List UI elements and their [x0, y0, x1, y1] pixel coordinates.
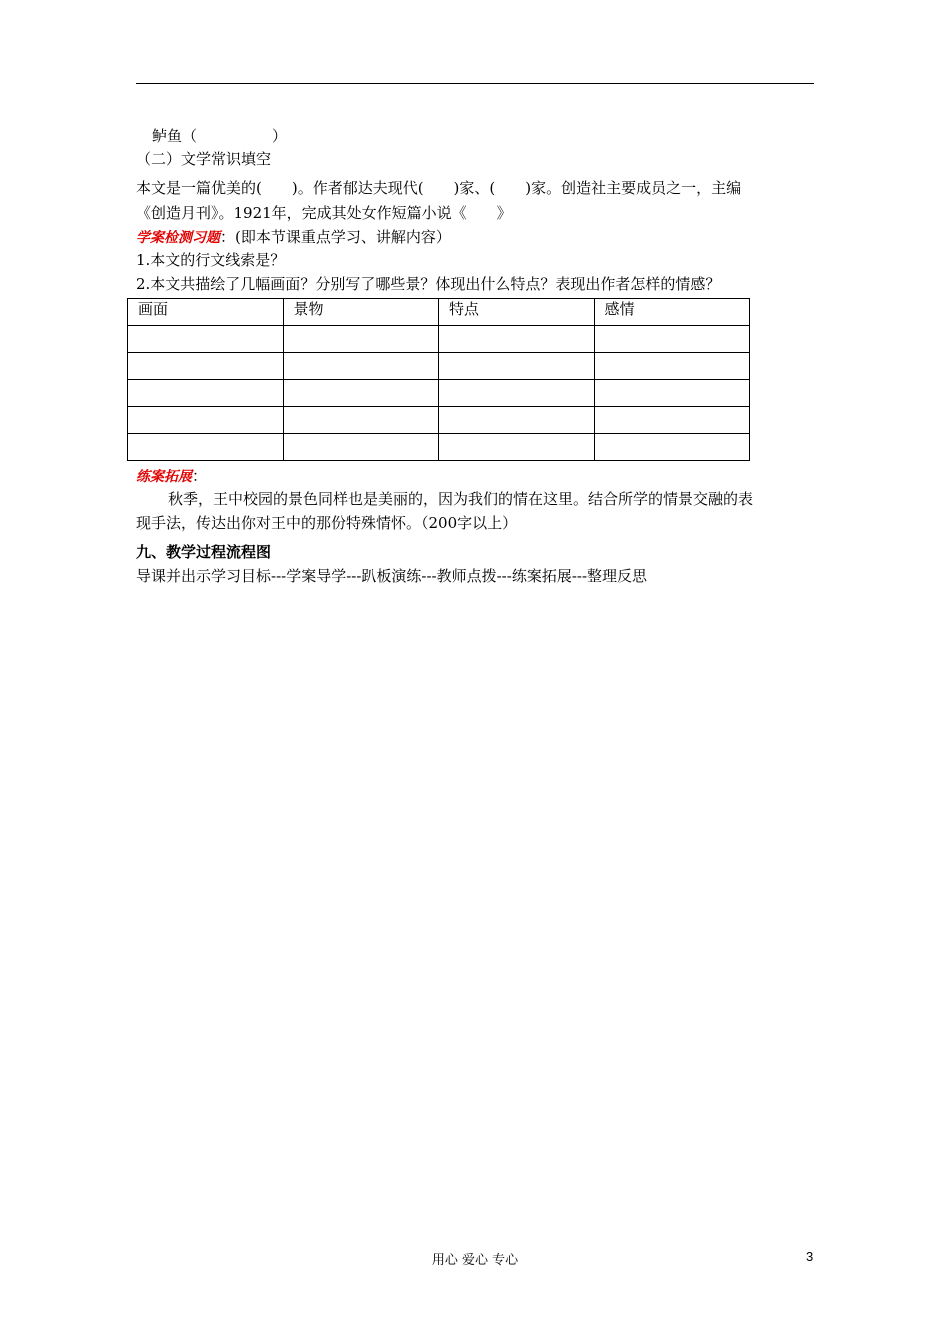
table-row	[128, 326, 750, 353]
practice-colon: ：	[192, 467, 208, 485]
fill-blank-line-2: 《创造月刊》。1921年，完成其处女作短篇小说《 》	[136, 204, 512, 222]
table-cell[interactable]	[594, 380, 750, 407]
practice-paragraph-line-2: 现手法，传达出你对王中的那份特殊情怀。（200字以上）	[136, 514, 518, 532]
table-cell[interactable]	[128, 434, 284, 461]
fish-fill-line: 鲈鱼（ ）	[152, 127, 288, 145]
exercise-note: ：(即本节课重点学习、讲解内容）	[220, 228, 451, 246]
table-cell[interactable]	[439, 434, 595, 461]
table-cell[interactable]	[594, 434, 750, 461]
table-cell[interactable]	[594, 407, 750, 434]
practice-title: 练案拓展	[136, 469, 192, 485]
table-cell[interactable]	[283, 380, 439, 407]
table-cell[interactable]	[283, 434, 439, 461]
table-cell[interactable]	[594, 353, 750, 380]
table-cell[interactable]	[439, 326, 595, 353]
page-number: 3	[806, 1249, 814, 1264]
table-cell[interactable]	[439, 407, 595, 434]
table-cell[interactable]	[283, 353, 439, 380]
table-cell[interactable]	[128, 326, 284, 353]
scene-table	[127, 298, 750, 461]
question-1: 1.本文的行文线索是？	[136, 251, 286, 269]
literature-heading: （二）文学常识填空	[136, 150, 272, 168]
practice-paragraph-line-1: 秋季，王中校园的景色同样也是美丽的，因为我们的情在这里。结合所学的情景交融的表	[168, 490, 754, 508]
table-cell[interactable]	[128, 380, 284, 407]
exercise-heading	[136, 228, 451, 247]
table-cell[interactable]	[128, 407, 284, 434]
table-row	[128, 434, 750, 461]
table-header-cell: 特点	[439, 299, 595, 326]
table-header-row	[128, 299, 750, 326]
table-cell[interactable]	[283, 407, 439, 434]
practice-heading	[136, 467, 207, 486]
table-row	[128, 353, 750, 380]
table-row	[128, 407, 750, 434]
table-cell[interactable]	[439, 353, 595, 380]
table-cell[interactable]	[283, 326, 439, 353]
table-cell[interactable]	[128, 353, 284, 380]
exercise-title: 学案检测习题	[136, 230, 220, 246]
table-header-cell: 画面	[128, 299, 284, 326]
header-rule	[136, 83, 814, 84]
footer-motto: 用心 爱心 专心	[431, 1253, 519, 1268]
table-cell[interactable]	[439, 380, 595, 407]
fill-blank-line-1: 本文是一篇优美的( )。作者郁达夫现代( )家、( )家。创造社主要成员之一，主编	[136, 179, 742, 197]
question-2: 2.本文共描绘了几幅画面？分别写了哪些景？体现出什么特点？表现出作者怎样的情感？	[136, 275, 721, 293]
table-cell[interactable]	[594, 326, 750, 353]
section-9-heading: 九、教学过程流程图	[136, 543, 272, 561]
table-row	[128, 380, 750, 407]
table-header-cell: 景物	[283, 299, 439, 326]
teaching-flow: 导课并出示学习目标---学案导学---趴板演练---教师点拨---练案拓展---整理反思	[136, 567, 648, 585]
table-header-cell: 感情	[594, 299, 750, 326]
